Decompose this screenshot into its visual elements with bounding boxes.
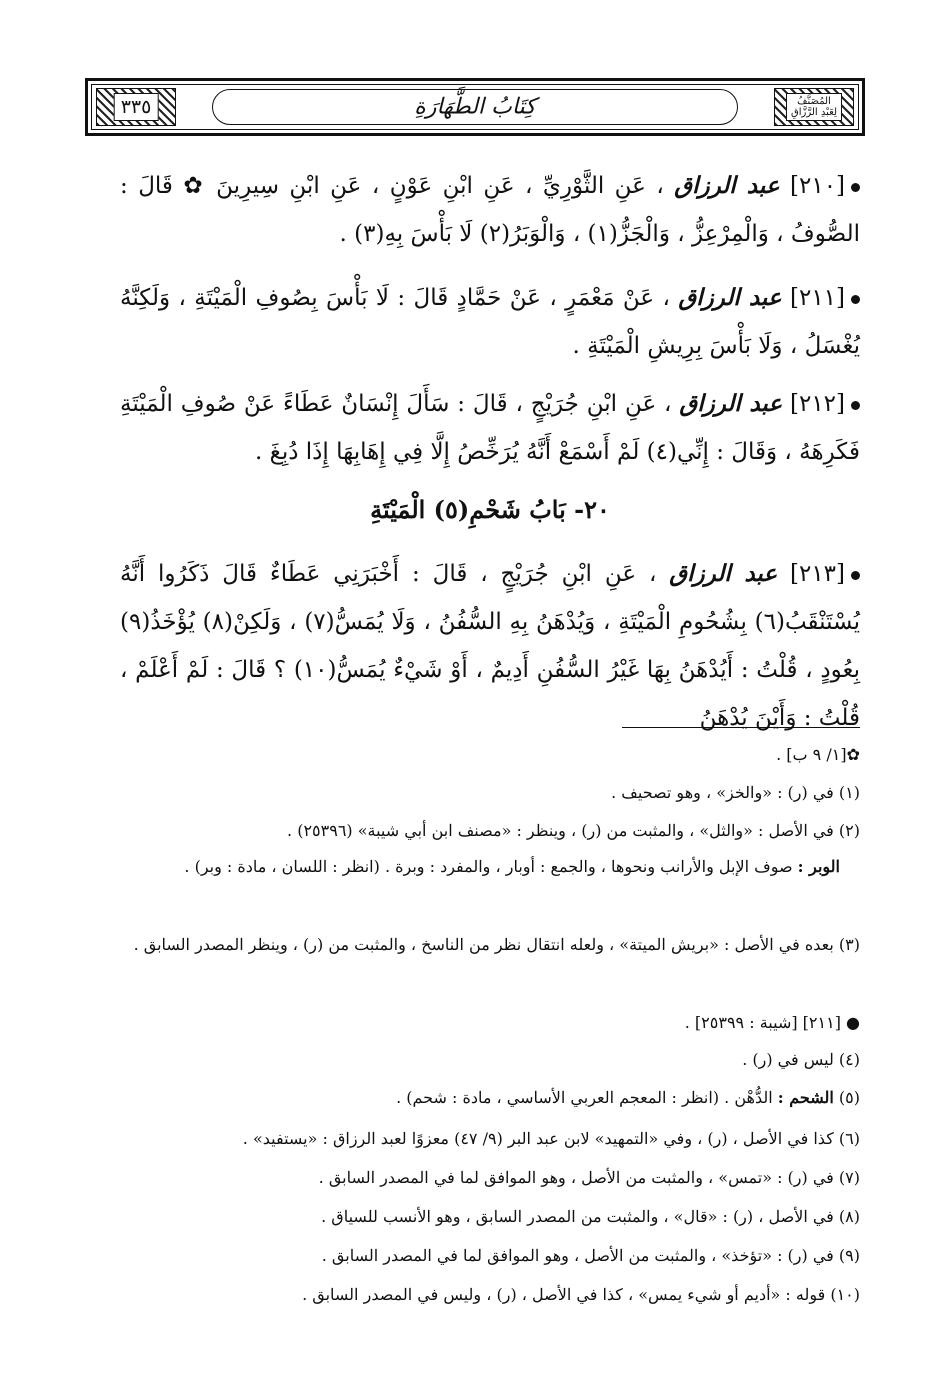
reference-211: ● [٢١١] [شيبة : ٢٥٣٩٩] . <box>684 1013 860 1032</box>
header-frame <box>91 84 859 130</box>
bullet-icon <box>851 295 860 304</box>
logo-panel <box>774 88 854 126</box>
footnote-4: (٤) ليس في (ر) . <box>742 1050 860 1069</box>
hadith-number: [٢١١] <box>789 285 846 311</box>
hadith-text: ، عَنْ مَعْمَرٍ ، عَنْ حَمَّادٍ قَالَ : لَا بَأْسَ بِصُوفِ الْمَيْتَةِ ، وَلَكِنَّهُ يُغْسَلُ ، وَلَا بَأْسَ بِرِيشِ الْمَيْتَةِ . <box>120 285 860 359</box>
page-header <box>85 78 865 136</box>
hadith-210 <box>120 162 860 258</box>
footnote-2: (٢) في الأصل : «والثل» ، والمثبت من (ر) ، وينظر : «مصنف ابن أبي شيبة» (٢٥٣٩٦) . <box>287 821 860 840</box>
definition: صوف الإبل والأرانب ونحوها ، والجمع : أوبار ، والمفرد : وبرة . (انظر : اللسان ، مادة : وبر) . <box>184 857 793 876</box>
narrator-name: عبد الرزاق <box>678 284 782 311</box>
book-logo: المُصَنَّفُ لِعَبْدِ الرَّزَّاقِ <box>786 93 842 121</box>
narrator-name: عبد الرزاق <box>674 172 780 199</box>
footnote-5 <box>90 1083 860 1113</box>
section-heading: ٢٠- بَابُ شَحْمِ(٥) الْمَيْتَةِ <box>370 495 610 524</box>
hadith-number: [٢١٠] <box>790 173 846 199</box>
hadith-213 <box>120 550 860 742</box>
bullet-icon <box>851 183 860 192</box>
page-number-panel <box>96 88 176 126</box>
narrator-name: عبد الرزاق <box>669 560 778 587</box>
footnote-5-number: (٥) <box>838 1088 860 1107</box>
definition: الدُّهْن . (انظر : المعجم العربي الأساسي ، مادة : شحم) . <box>396 1088 773 1107</box>
hadith-text: ، عَنِ الثَّوْرِيِّ ، عَنِ ابْنِ عَوْنٍ ، عَنِ ابْنِ سِيرِينَ ✿ قَالَ : الصُّوفُ ، وَالْمِرْعِزُّ ، وَالْجَزُّ(١) ، وَالْوَبَرُ(٢) لَا بَأْسَ بِهِ(٣) . <box>120 173 860 247</box>
narrator-name: عبد الرزاق <box>679 390 783 417</box>
bullet-icon <box>851 571 860 580</box>
term: الوبر : <box>797 857 840 876</box>
footnote-1: (١) في (ر) : «والخز» ، وهو تصحيف . <box>611 783 860 802</box>
hadith-text: ، عَنِ ابْنِ جُرَيْجٍ ، قَالَ : أَخْبَرَنِي عَطَاءٌ قَالَ ذَكَرُوا أَنَّهُ يُسْتَنْقَبُ(٦) بِشُحُومِ الْمَيْتَةِ ، وَيُدْهَنُ بِهِ السُّفُنُ ، وَلَا يُمَسُّ(٧) ، وَلَكِنْ(٨) يُؤْخَذُ(٩) بِعُودٍ ، قُلْتُ : أَيُدْهَنُ بِهَا غَيْرُ السُّفُنِ أَدِيمٌ ، أَوْ شَيْءٌ يُمَسُّ(١٠) ؟ قَالَ : لَمْ أَعْلَمْ ، قُلْتُ : وَأَيْنَ يُدْهَنُ <box>120 561 860 731</box>
term: الشحم : <box>777 1088 834 1107</box>
page-number: ٣٣٥ <box>114 93 159 121</box>
running-title: كِتَابُ الطَّهَارَةِ <box>414 94 536 120</box>
footnote-8: (٨) في الأصل ، (ر) : «قال» ، والمثبت من المصدر السابق ، وهو الأنسب للسياق . <box>321 1207 860 1226</box>
footnote-6: (٦) كذا في الأصل ، (ر) ، وفي «التمهيد» لابن عبد البر (٩/ ٤٧) معزوًا لعبد الرزاق : «يستفيد» . <box>242 1129 860 1148</box>
title-cartouche <box>212 89 738 125</box>
footnote-9: (٩) في (ر) : «تؤخذ» ، والمثبت من الأصل ، وهو الموافق لما في المصدر السابق . <box>321 1246 860 1265</box>
hadith-number: [٢١٢] <box>789 391 846 417</box>
hadith-number: [٢١٣] <box>789 561 846 587</box>
footnote-10: (١٠) قوله : «أديم أو شيء يمس» ، كذا في الأصل ، (ر) ، وليس في المصدر السابق . <box>302 1285 860 1304</box>
footnote-7: (٧) في (ر) : «تمس» ، والمثبت من الأصل ، وهو الموافق لما في المصدر السابق . <box>318 1168 860 1187</box>
hadith-212 <box>120 380 860 476</box>
footnote-separator <box>622 727 860 728</box>
footnote-star: ✿[١/ ٩ ب] . <box>776 745 860 764</box>
hadith-211 <box>120 274 860 370</box>
footnote-3: (٣) بعده في الأصل : «بريش الميتة» ، ولعله انتقال نظر من الناسخ ، والمثبت من (ر) ، وينظر المصدر السابق . <box>133 935 860 954</box>
bullet-icon <box>851 401 860 410</box>
footnote-2-definition <box>90 852 840 882</box>
hadith-text: ، عَنِ ابْنِ جُرَيْجٍ ، قَالَ : سَأَلَ إِنْسَانٌ عَطَاءً عَنْ صُوفِ الْمَيْتَةِ فَكَرِهَهُ ، وَقَالَ : إِنِّي(٤) لَمْ أَسْمَعْ أَنَّهُ يُرَخِّصُ إِلَّا فِي إِهَابِهَا إِذَا دُبِغَ . <box>120 391 860 465</box>
